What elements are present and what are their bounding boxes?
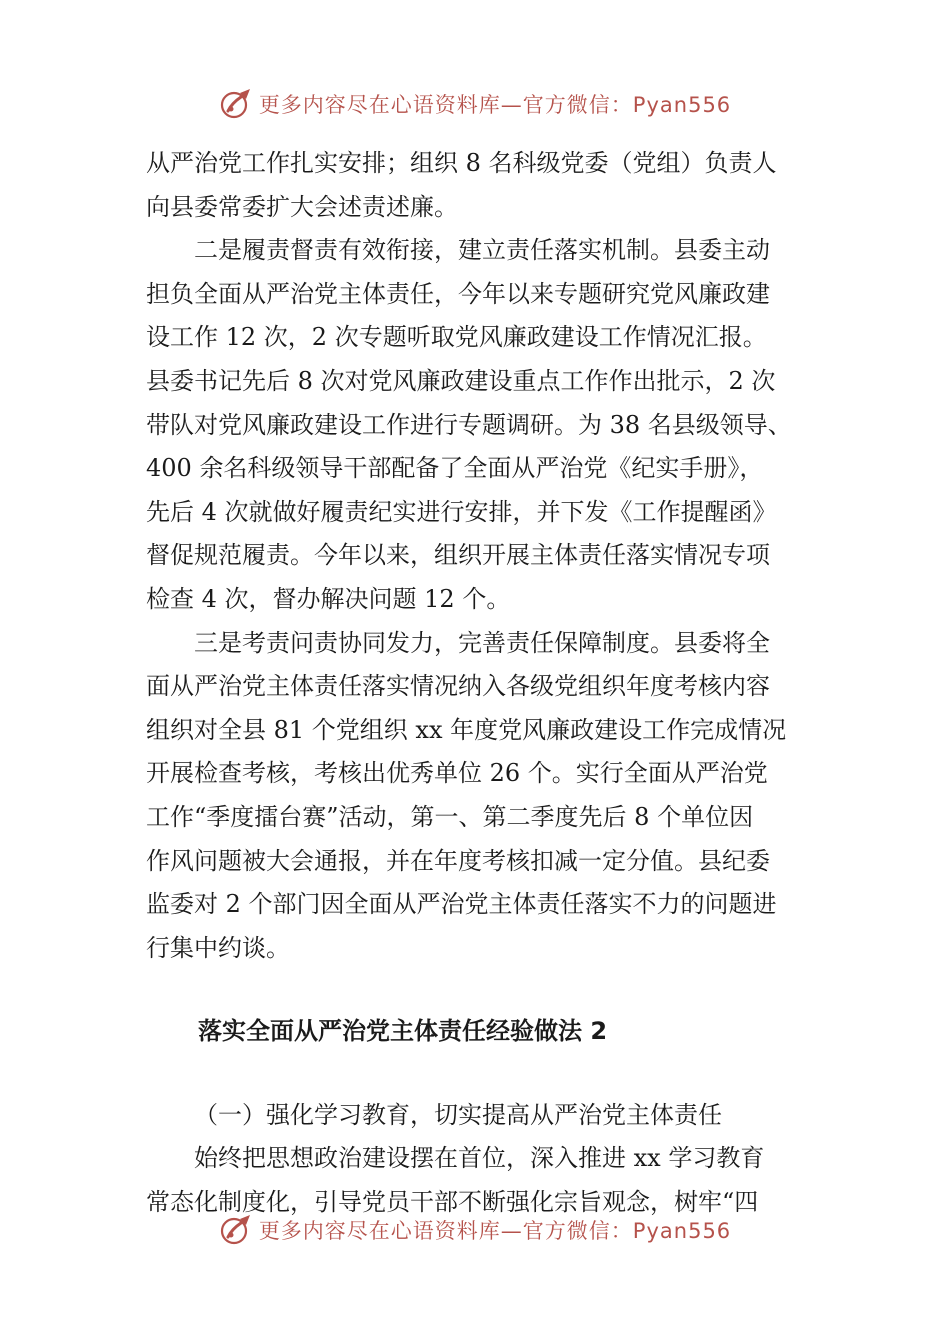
text-line: 三是考责问责协同发力，完善责任保障制度。县委将全 [194,628,770,657]
subheading [146,1094,811,1138]
text-line: 面从严治党主体责任落实情况纳入各级党组织年度考核内容 [146,672,770,701]
text-line: 县委书记先后 8 次对党风廉政建设重点工作作出批示，2 次 [146,366,776,395]
watermark-text: 更多内容尽在心语资料库—官方微信：Pyan556 [258,1219,732,1243]
paragraph-3 [146,622,811,971]
text-line: （一）强化学习教育，切实提高从严治党主体责任 [194,1100,722,1129]
text-line: 工作“季度擂台赛”活动，第一、第二季度先后 8 个单位因 [146,802,754,831]
text-line: 始终把思想政治建设摆在首位，深入推进 xx 学习教育 [194,1144,765,1173]
section-heading: 落实全面从严治党主体责任经验做法 2 [198,1017,608,1046]
text-line: 检查 4 次，督办解决问题 12 个。 [146,584,511,613]
watermark-banner-bottom [0,1210,950,1250]
paragraph-1 [146,142,811,229]
text-line: 监委对 2 个部门因全面从严治党主体责任落实不力的问题进 [146,890,777,919]
text-line: 担负全面从严治党主体责任，今年以来专题研究党风廉政建 [146,279,770,308]
brush-seal-icon [219,87,253,121]
text-line: 从严治党工作扎实安排；组织 8 名科级党委（党组）负责人 [146,149,777,177]
text-line: 组织对全县 81 个党组织 xx 年度党风廉政建设工作完成情况 [146,715,787,744]
watermark-text: 更多内容尽在心语资料库—官方微信：Pyan556 [258,93,732,117]
text-line: 先后 4 次就做好履责纪实进行安排，并下发《工作提醒函》 [146,497,777,526]
watermark-banner-top [0,84,950,124]
text-line: 设工作 12 次，2 次专题听取党风廉政建设工作情况汇报。 [146,323,767,352]
text-line: 二是履责督责有效衔接，建立责任落实机制。县委主动 [194,236,770,265]
text-line: 作风问题被大会通报，并在年度考核扣减一定分值。县纪委 [146,846,770,875]
document-body [146,142,811,1225]
text-line: 400 余名科级领导干部配备了全面从严治党《纪实手册》， [146,454,764,483]
text-line: 行集中约谈。 [146,933,290,962]
text-line: 常态化制度化，引导党员干部不断强化宗旨观念，树牢“四 [146,1188,759,1217]
brush-seal-icon [219,1213,253,1247]
text-line: 向县委常委扩大会述责述廉。 [146,192,458,221]
paragraph-2 [146,229,811,621]
text-line: 带队对党风廉政建设工作进行专题调研。为 38 名县级领导、 [146,410,792,439]
text-line: 督促规范履责。今年以来，组织开展主体责任落实情况专项 [146,541,770,570]
text-line: 开展检查考核，考核出优秀单位 26 个。实行全面从严治党 [146,759,768,788]
